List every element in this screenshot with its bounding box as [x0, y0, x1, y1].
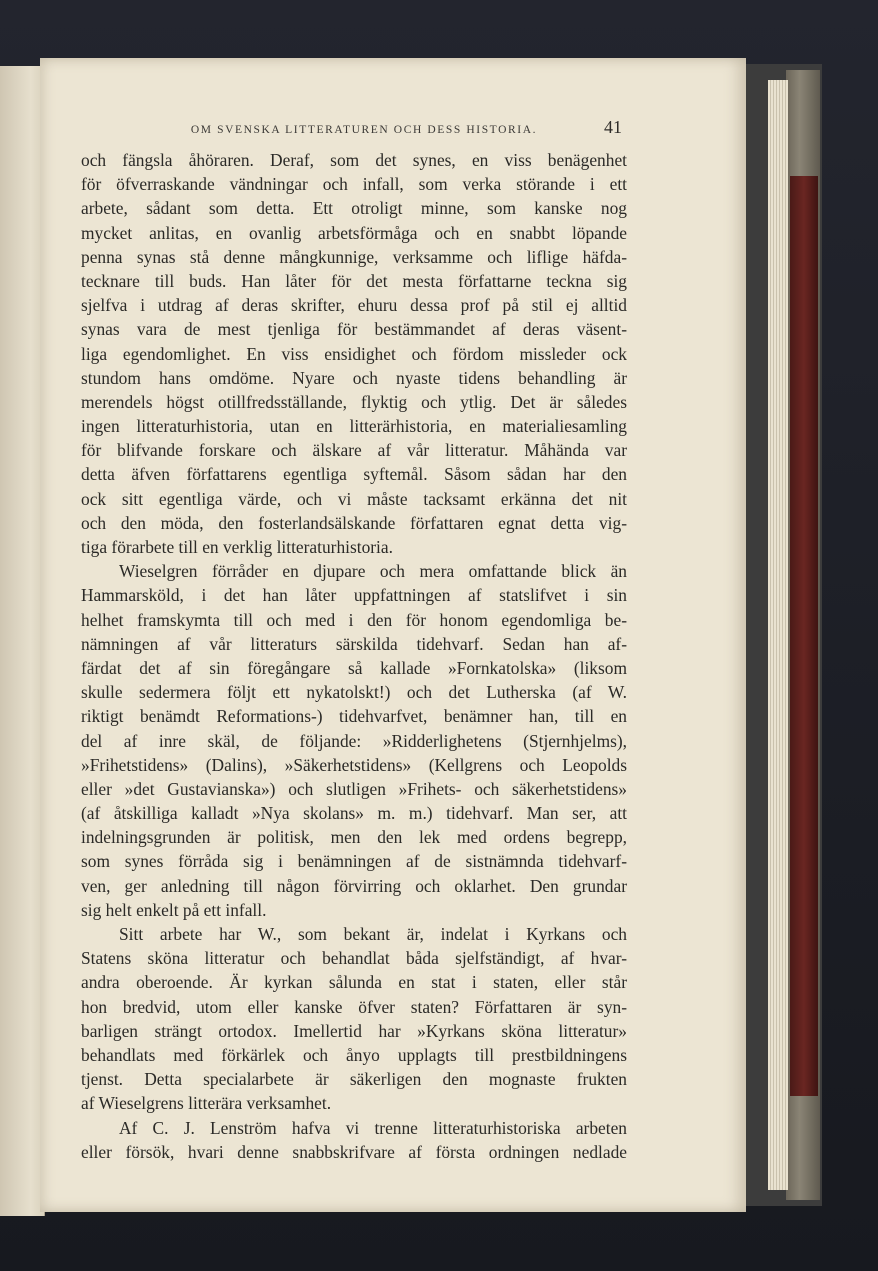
text-line: tjenst. Detta specialarbete är säkerligen den mognaste frukten: [81, 1069, 627, 1090]
text-line: eller försök, hvari denne snabbskrifvare af första ordningen nedlade: [81, 1141, 627, 1162]
facing-page-edge: [0, 66, 45, 1216]
text-line: ven, ger anledning till någon förvirring och oklarhet. Den grundar: [81, 875, 627, 896]
text-line: sjelfva i utdrag af deras skrifter, ehuru dessa prof på stil ej alltid: [81, 295, 627, 316]
text-line: ingen litteraturhistoria, utan en litterärhistoria, en materialiesamling: [81, 416, 627, 437]
text-line: behandlats med förkärlek och ånyo upplagts till prestbildningens: [81, 1044, 627, 1065]
text-line: af Wieselgrens litterära verksamhet.: [81, 1093, 332, 1114]
page-number: 41: [604, 117, 622, 137]
text-line: tiga förarbete till en verklig litteraturhistoria.: [81, 537, 393, 557]
text-line: arbete, sådant som detta. Ett otroligt minne, som kanske nog: [81, 198, 627, 219]
text-line: indelningsgrunden är politisk, men den lek med ordens begrepp,: [81, 827, 627, 848]
text-line: synas vara de mest tjenliga för bestämmandet af deras väsent-: [81, 319, 627, 340]
text-line: hon bredvid, utom eller kanske öfver staten? Författaren är syn-: [81, 996, 627, 1017]
text-line: färdat det af sin föregångare så kallade »Fornkatolska» (liksom: [81, 657, 627, 678]
text-line: helhet framskymta till och med i den för honom egendomliga be-: [81, 609, 627, 630]
text-line: Af C. J. Lenström hafva vi trenne litteraturhistoriska arbeten: [119, 1117, 627, 1138]
text-line: barligen strängt ortodox. Imellertid har »Kyrkans sköna litteratur»: [81, 1020, 627, 1041]
running-head: OM SVENSKA LITTERATUREN OCH DESS HISTORIA.: [190, 124, 538, 136]
text-line: tecknare till buds. Han låter för det mesta författarne teckna sig: [81, 270, 627, 291]
text-line: skulle sedermera följt ett nykatolskt!) och det Lutherska (af W.: [81, 682, 627, 703]
text-line: del af inre skäl, de följande: »Ridderlighetens (Stjernhjelms),: [81, 730, 627, 751]
text-line: för blifvande forskare och älskare af vår litteratur. Måhända var: [81, 440, 627, 461]
text-line: sig helt enkelt på ett infall.: [81, 899, 267, 920]
text-line: mycket anlitas, en ovanlig arbetsförmåga och en snabbt löpande: [81, 222, 627, 243]
text-line: riktigt benämdt Reformations-) tidehvarfvet, benämner han, till en: [81, 706, 627, 727]
text-line: eller »det Gustavianska») och slutligen »Frihets- och säkerhetstidens»: [81, 778, 627, 799]
text-line: »Frihetstidens» (Dalins), »Säkerhetstidens» (Kellgrens och Leopolds: [81, 754, 627, 775]
text-line: stundom hans omdöme. Nyare och nyaste tidens behandling är: [81, 367, 627, 388]
text-line: Sitt arbete har W., som bekant är, indelat i Kyrkans och: [119, 924, 627, 944]
text-line: penna synas stå denne mångkunnige, verksamme och liflige häfda-: [81, 246, 627, 267]
text-line: och den möda, den fosterlandsälskande författaren egnat detta vig-: [81, 512, 627, 533]
text-line: liga egendomlighet. En viss ensidighet och fördom missleder ock: [81, 343, 627, 364]
text-line: Wieselgren förråder en djupare och mera omfattande blick än: [119, 561, 627, 582]
body-text: [81, 148, 627, 1164]
text-line: för öfverraskande vändningar och infall, som verka störande i ett: [81, 174, 627, 195]
text-line: andra oberoende. Är kyrkan sålunda en stat i staten, eller står: [81, 972, 627, 993]
text-line: ock sitt egentliga värde, och vi måste tacksamt erkänna det nit: [81, 488, 627, 509]
text-line: Hammarsköld, i det han låter uppfattningen af statslifvet i sin: [81, 585, 627, 606]
text-line: och fängsla åhöraren. Deraf, som det synes, en viss benägenhet: [81, 150, 627, 170]
page-stack-edges: [768, 80, 788, 1190]
book-cover-leather: [790, 176, 818, 1096]
text-line: (af åtskilliga kalladt »Nya skolans» m. m.) tidehvarf. Man ser, att: [81, 803, 627, 824]
text-line: nämningen af vår litteraturs särskilda tidehvarf. Sedan han af-: [81, 633, 627, 654]
text-line: detta äfven författarens egentliga syftemål. Såsom sådan har den: [81, 464, 627, 485]
text-line: som synes förråda sig i benämningen af de sistnämnda tidehvarf-: [81, 851, 627, 872]
text-line: Statens sköna litteratur och behandlat båda sjelfständigt, af hvar-: [81, 948, 627, 969]
text-line: merendels högst otillfredsställande, flyktig och ytlig. Det är således: [81, 391, 627, 412]
